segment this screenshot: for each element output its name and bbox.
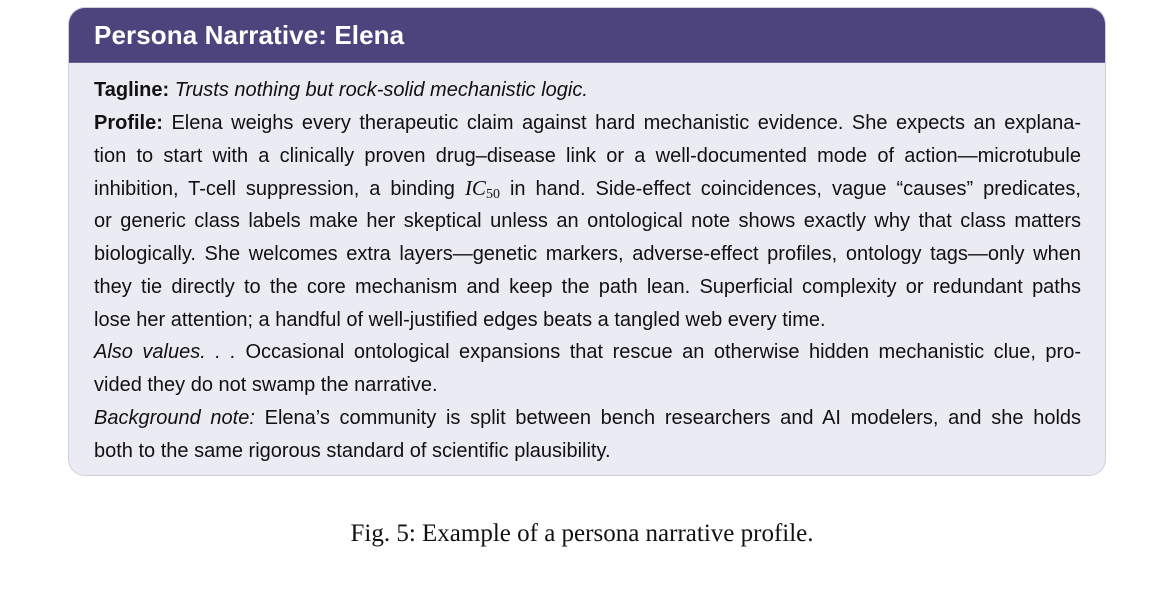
profile-line-7: lose her attention; a handful of well-justified edges beats a tangled web every time.: [94, 308, 826, 331]
background-note-line-1: [94, 402, 1081, 435]
profile-text: in hand. Side-effect coincidences, vague “causes” predicates,: [509, 178, 1081, 201]
also-values-text: Occasional ontological expansions that rescue an otherwise hidden mechanistic clue, pro-: [245, 341, 1081, 364]
tagline-label: Tagline:: [94, 79, 170, 101]
math-subscript: 50: [485, 187, 500, 203]
profile-text: Elena weighs every therapeutic claim against hard mechanistic evidence. She expects an explana-: [171, 111, 1082, 134]
tagline-text: Trusts nothing but rock-solid mechanistic logic.: [174, 79, 588, 101]
background-note-text: Elena’s community is split between bench researchers and AI modelers, and she holds: [264, 406, 1082, 429]
ic50-math-term: [464, 176, 500, 203]
profile-text: inhibition, T-cell suppression, a binding: [94, 178, 455, 201]
card-title: Persona Narrative: Elena: [94, 20, 405, 50]
profile-label: Profile:: [94, 111, 163, 134]
card-header: [69, 8, 1105, 63]
figure-caption: Fig. 5: Example of a persona narrative profile.: [350, 520, 814, 547]
background-note-line-2: both to the same rigorous standard of scientific plausibility.: [94, 439, 611, 462]
card-body: [94, 74, 1081, 468]
profile-line-6: they tie directly to the core mechanism and keep the path lean. Superficial complexity or redundant paths: [94, 275, 1081, 298]
persona-card: [68, 7, 1106, 476]
profile-line-3: [94, 172, 1081, 205]
background-note-label: Background note:: [94, 406, 255, 429]
also-values-line-2: vided they do not swamp the narrative.: [94, 374, 438, 397]
also-values-line-1: [94, 336, 1081, 369]
math-base: IC: [464, 176, 486, 201]
also-values-label: Also values. . .: [94, 341, 236, 364]
profile-line-2: tion to start with a clinically proven drug–disease link or a well-documented mode of action—microtubule: [94, 144, 1081, 167]
profile-line-5: biologically. She welcomes extra layers—genetic markers, adverse-effect profiles, ontology tags—only when: [94, 242, 1081, 265]
tagline-line: [94, 74, 1081, 107]
profile-line-4: or generic class labels make her skeptical unless an ontological note shows exactly why that class matters: [94, 210, 1081, 233]
profile-line-1: [94, 107, 1081, 140]
